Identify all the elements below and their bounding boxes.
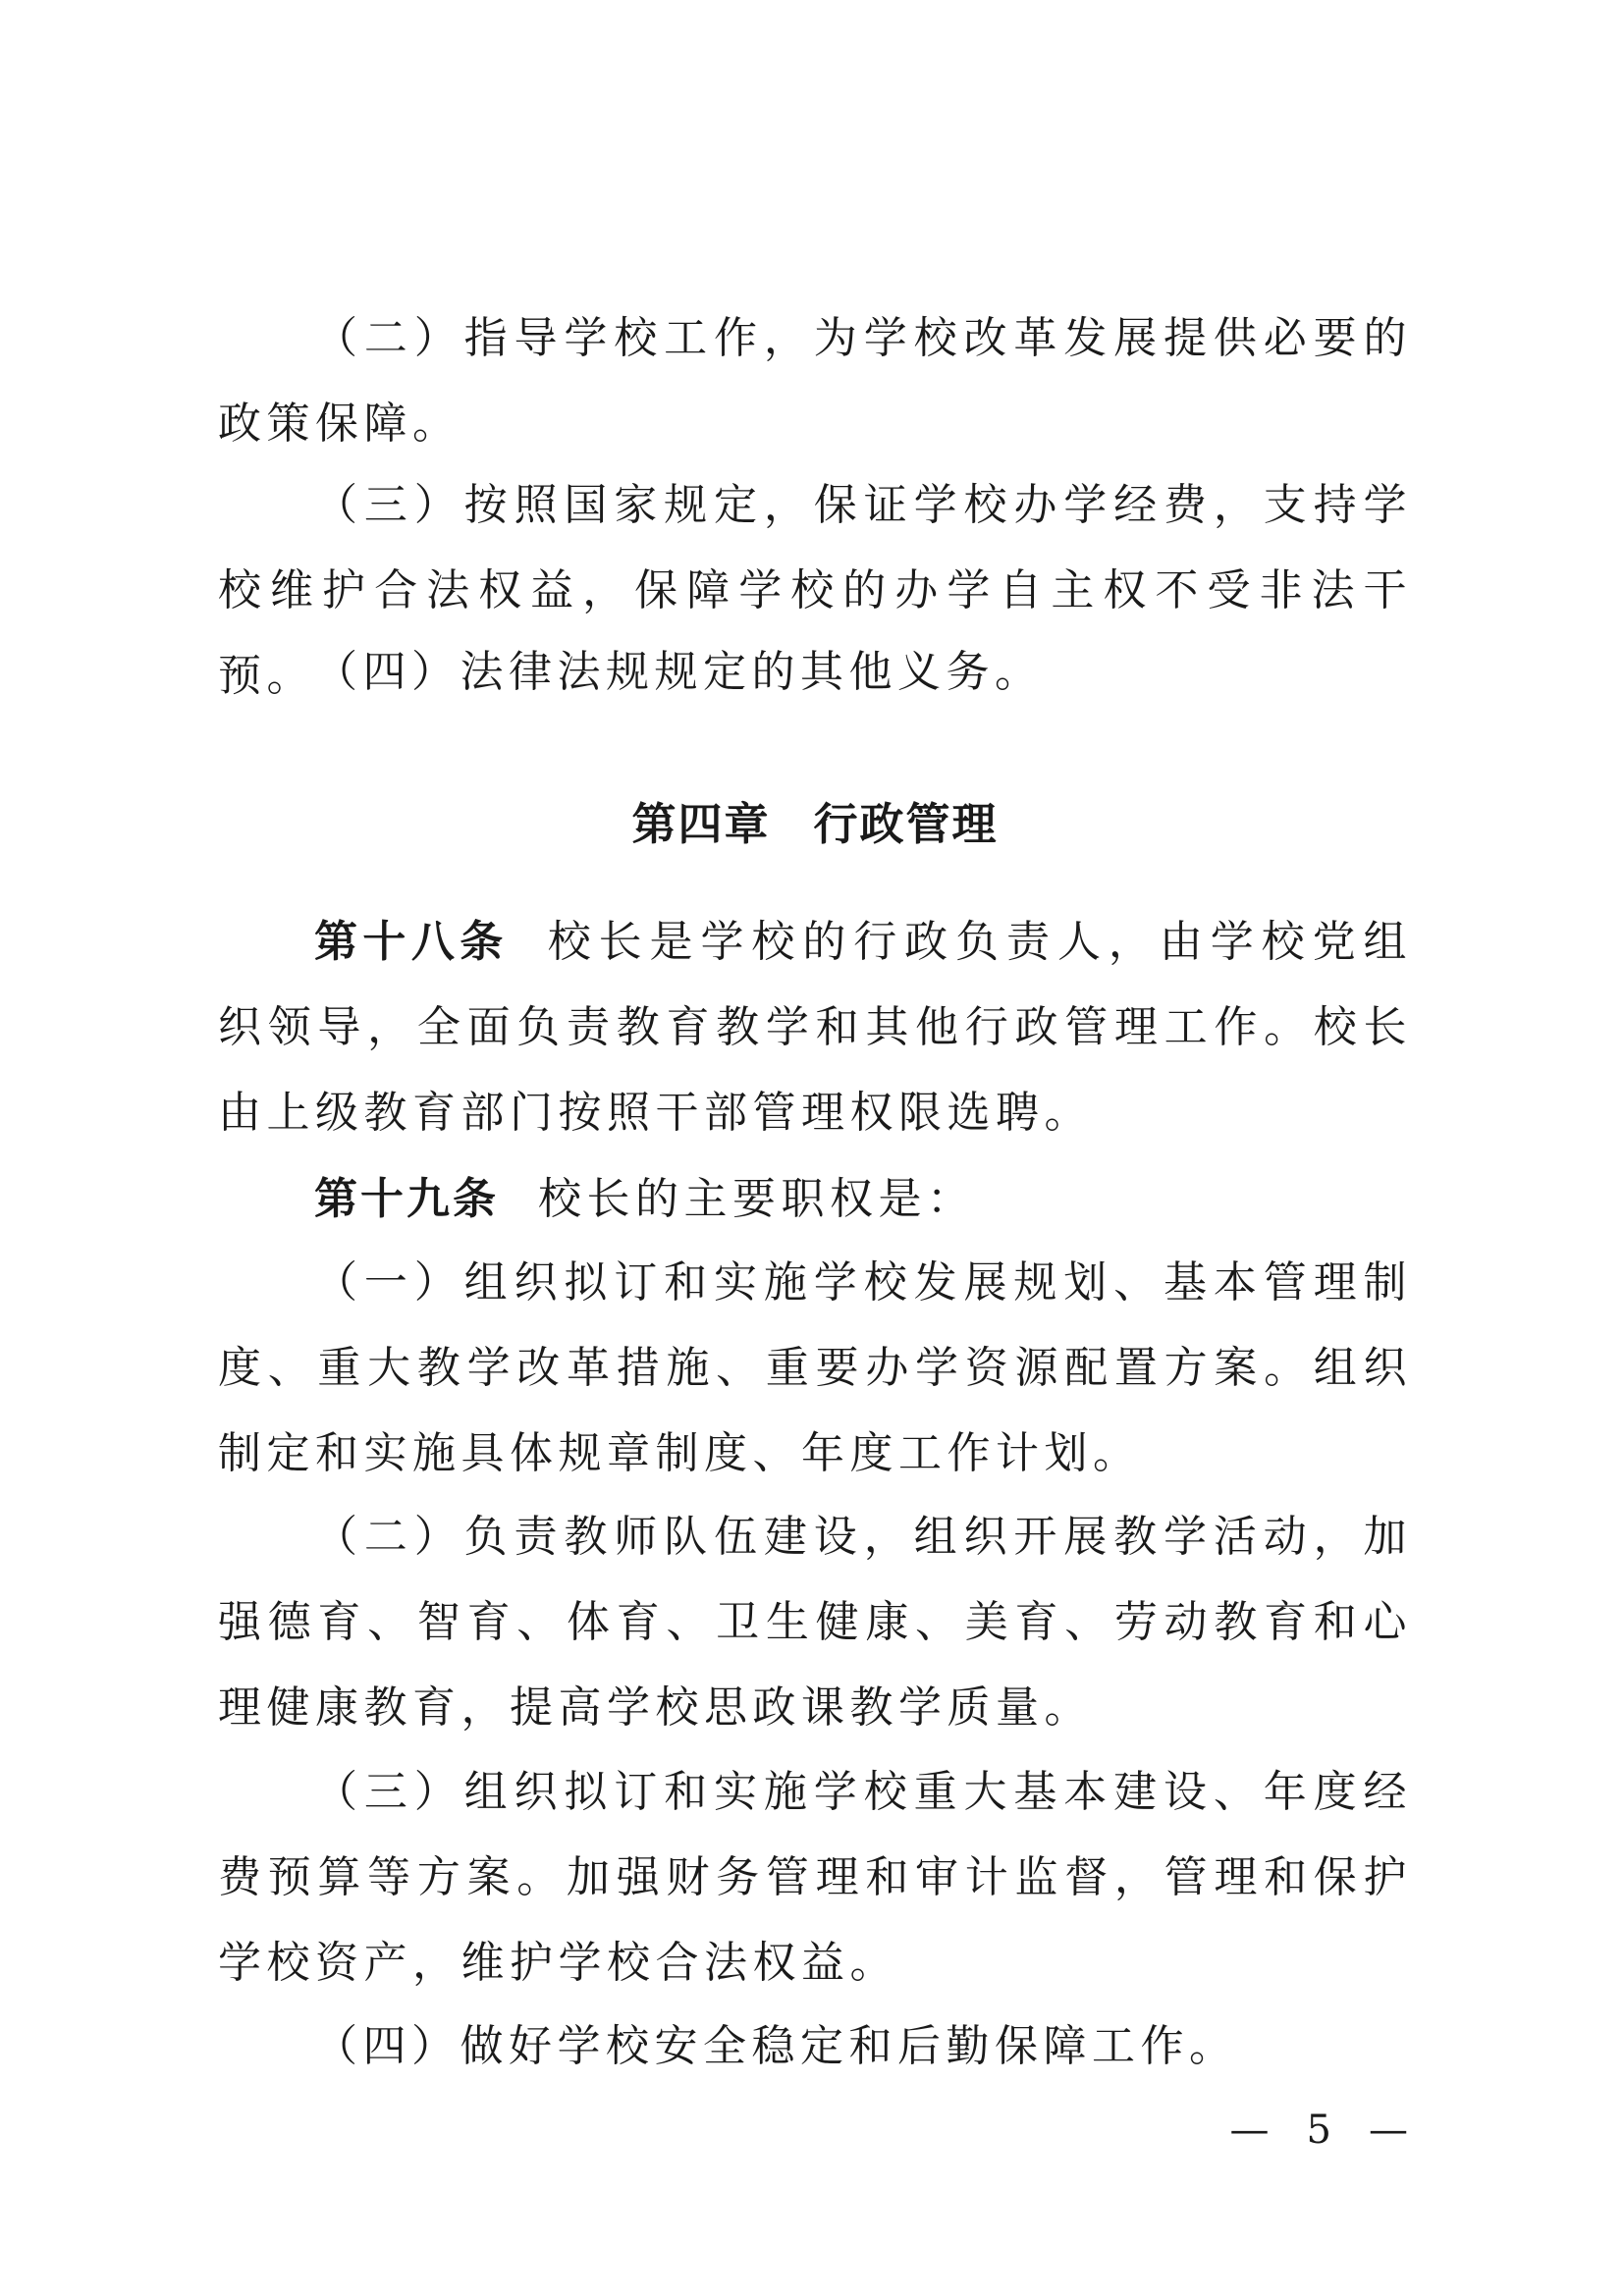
chapter-number: 第四章 [631,798,771,850]
article-18-text: 校长是学校的行政负责人，由学校党组织领导，全面负责教育教学和其他行政管理工作。校长由上级教育部门按照干部管理权限选聘。 [218,917,1413,1138]
article-19-text: 校长的主要职权是： [538,1174,976,1224]
article-18 [218,899,1412,1155]
paragraph-duty-3: （三）按照国家规定，保证学校办学经费，支持学校维护合法权益，保障学校的办学自主权不受非法干预。 [218,480,1412,701]
chapter-heading [218,781,1412,867]
page-number: 5 [1306,2108,1335,2153]
chapter-title: 行政管理 [813,798,999,850]
article-19-label: 第十九条 [314,1174,499,1224]
item-power-4: （四）做好学校安全稳定和后勤保障工作。 [314,2021,1238,2071]
paragraph-duty-2: （二）指导学校工作，为学校改革发展提供必要的政策保障。 [218,313,1412,449]
item-power-1: （一）组织拟订和实施学校发展规划、基本管理制度、重大教学改革措施、重要办学资源配置方案。组织制定和实施具体规章制度、年度工作计划。 [218,1257,1412,1478]
paragraph-duty-4: （四）法律法规规定的其他义务。 [314,647,1044,697]
article-18-label: 第十八条 [314,917,509,967]
item-power-2: （二）负责教师队伍建设，组织开展教学活动，加强德育、智育、体育、卫生健康、美育、劳动教育和心理健康教育，提高学校思政课教学质量。 [218,1512,1412,1733]
page-dash-right: — [1369,2108,1412,2153]
page-number-footer [1230,2101,1412,2160]
page-dash-left: — [1229,2108,1273,2153]
item-power-3: （三）组织拟订和实施学校重大基本建设、年度经费预算等方案。加强财务管理和审计监督，管理和保护学校资产，维护学校合法权益。 [218,1767,1412,1988]
article-19 [218,1156,1412,1242]
